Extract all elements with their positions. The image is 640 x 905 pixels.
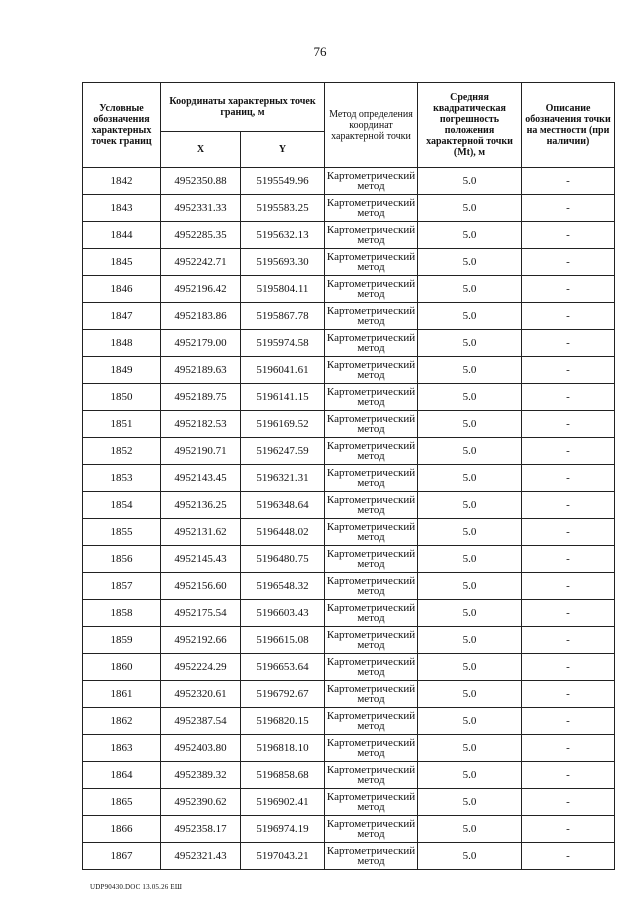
point-id-cell: 1863 [83, 735, 161, 762]
y-coordinate-cell: 5195974.58 [241, 330, 325, 357]
accuracy-cell: 5.0 [418, 384, 522, 411]
x-coordinate-cell: 4952403.80 [161, 735, 241, 762]
point-id-cell: 1849 [83, 357, 161, 384]
y-coordinate-cell: 5196653.64 [241, 654, 325, 681]
description-cell: - [522, 222, 615, 249]
point-id-cell: 1843 [83, 195, 161, 222]
table-row [83, 276, 615, 303]
description-cell: - [522, 492, 615, 519]
point-id-cell: 1862 [83, 708, 161, 735]
table-row [83, 222, 615, 249]
method-cell: Картометрический метод [325, 465, 418, 492]
x-coordinate-cell: 4952192.66 [161, 627, 241, 654]
y-coordinate-cell: 5196603.43 [241, 600, 325, 627]
description-cell: - [522, 276, 615, 303]
y-coordinate-cell: 5195632.13 [241, 222, 325, 249]
x-coordinate-cell: 4952131.62 [161, 519, 241, 546]
y-coordinate-cell: 5196169.52 [241, 411, 325, 438]
x-coordinate-cell: 4952350.88 [161, 168, 241, 195]
y-coordinate-cell: 5197043.21 [241, 843, 325, 870]
description-cell: - [522, 357, 615, 384]
accuracy-cell: 5.0 [418, 654, 522, 681]
table-row [83, 465, 615, 492]
y-coordinate-cell: 5196615.08 [241, 627, 325, 654]
y-coordinate-cell: 5196818.10 [241, 735, 325, 762]
y-coordinate-cell: 5196247.59 [241, 438, 325, 465]
accuracy-cell: 5.0 [418, 330, 522, 357]
coordinates-table [82, 82, 615, 870]
description-cell: - [522, 708, 615, 735]
accuracy-cell: 5.0 [418, 492, 522, 519]
description-cell: - [522, 600, 615, 627]
table-row [83, 303, 615, 330]
point-id-cell: 1867 [83, 843, 161, 870]
description-cell: - [522, 573, 615, 600]
description-cell: - [522, 843, 615, 870]
x-coordinate-cell: 4952143.45 [161, 465, 241, 492]
description-cell: - [522, 735, 615, 762]
method-cell: Картометрический метод [325, 654, 418, 681]
table-row [83, 654, 615, 681]
y-coordinate-cell: 5196480.75 [241, 546, 325, 573]
method-cell: Картометрический метод [325, 600, 418, 627]
page-number: 76 [313, 44, 327, 59]
point-id-cell: 1844 [83, 222, 161, 249]
accuracy-cell: 5.0 [418, 168, 522, 195]
x-coordinate-cell: 4952175.54 [161, 600, 241, 627]
y-coordinate-cell: 5196902.41 [241, 789, 325, 816]
accuracy-cell: 5.0 [418, 195, 522, 222]
header-description: Описание обозначения точки на местности (при наличии) [522, 83, 615, 168]
point-id-cell: 1848 [83, 330, 161, 357]
header-coordinates: Координаты характерных точек границ, м [161, 83, 325, 132]
accuracy-cell: 5.0 [418, 681, 522, 708]
point-id-cell: 1854 [83, 492, 161, 519]
method-cell: Картометрический метод [325, 573, 418, 600]
method-cell: Картометрический метод [325, 762, 418, 789]
x-coordinate-cell: 4952145.43 [161, 546, 241, 573]
accuracy-cell: 5.0 [418, 843, 522, 870]
point-id-cell: 1852 [83, 438, 161, 465]
point-id-cell: 1851 [83, 411, 161, 438]
description-cell: - [522, 465, 615, 492]
table-row [83, 168, 615, 195]
accuracy-cell: 5.0 [418, 303, 522, 330]
table-row [83, 735, 615, 762]
point-id-cell: 1864 [83, 762, 161, 789]
point-id-cell: 1860 [83, 654, 161, 681]
y-coordinate-cell: 5195804.11 [241, 276, 325, 303]
x-coordinate-cell: 4952358.17 [161, 816, 241, 843]
table-row [83, 708, 615, 735]
x-coordinate-cell: 4952196.42 [161, 276, 241, 303]
description-cell: - [522, 681, 615, 708]
method-cell: Картометрический метод [325, 168, 418, 195]
y-coordinate-cell: 5195867.78 [241, 303, 325, 330]
accuracy-cell: 5.0 [418, 465, 522, 492]
method-cell: Картометрический метод [325, 249, 418, 276]
method-cell: Картометрический метод [325, 330, 418, 357]
description-cell: - [522, 654, 615, 681]
x-coordinate-cell: 4952156.60 [161, 573, 241, 600]
x-coordinate-cell: 4952190.71 [161, 438, 241, 465]
description-cell: - [522, 303, 615, 330]
y-coordinate-cell: 5196820.15 [241, 708, 325, 735]
table-row [83, 546, 615, 573]
y-coordinate-cell: 5195549.96 [241, 168, 325, 195]
description-cell: - [522, 816, 615, 843]
table-header [83, 83, 615, 168]
x-coordinate-cell: 4952387.54 [161, 708, 241, 735]
method-cell: Картометрический метод [325, 789, 418, 816]
y-coordinate-cell: 5195583.25 [241, 195, 325, 222]
table-row [83, 492, 615, 519]
accuracy-cell: 5.0 [418, 573, 522, 600]
table-row [83, 384, 615, 411]
accuracy-cell: 5.0 [418, 735, 522, 762]
x-coordinate-cell: 4952189.75 [161, 384, 241, 411]
method-cell: Картометрический метод [325, 627, 418, 654]
description-cell: - [522, 411, 615, 438]
header-accuracy: Средняя квадратическая погрешность положения характерной точки (Mt), м [418, 83, 522, 168]
x-coordinate-cell: 4952389.32 [161, 762, 241, 789]
method-cell: Картометрический метод [325, 384, 418, 411]
description-cell: - [522, 519, 615, 546]
accuracy-cell: 5.0 [418, 762, 522, 789]
description-cell: - [522, 384, 615, 411]
description-cell: - [522, 546, 615, 573]
description-cell: - [522, 330, 615, 357]
point-id-cell: 1865 [83, 789, 161, 816]
accuracy-cell: 5.0 [418, 600, 522, 627]
accuracy-cell: 5.0 [418, 816, 522, 843]
y-coordinate-cell: 5196321.31 [241, 465, 325, 492]
method-cell: Картометрический метод [325, 492, 418, 519]
point-id-cell: 1842 [83, 168, 161, 195]
point-id-cell: 1861 [83, 681, 161, 708]
y-coordinate-cell: 5196141.15 [241, 384, 325, 411]
method-cell: Картометрический метод [325, 357, 418, 384]
method-cell: Картометрический метод [325, 438, 418, 465]
point-id-cell: 1857 [83, 573, 161, 600]
table-row [83, 438, 615, 465]
method-cell: Картометрический метод [325, 222, 418, 249]
y-coordinate-cell: 5196974.19 [241, 816, 325, 843]
method-cell: Картометрический метод [325, 519, 418, 546]
table-row [83, 762, 615, 789]
description-cell: - [522, 168, 615, 195]
table-row [83, 573, 615, 600]
accuracy-cell: 5.0 [418, 276, 522, 303]
header-method: Метод определения координат характерной точки [325, 83, 418, 168]
accuracy-cell: 5.0 [418, 438, 522, 465]
y-coordinate-cell: 5196348.64 [241, 492, 325, 519]
y-coordinate-cell: 5196858.68 [241, 762, 325, 789]
accuracy-cell: 5.0 [418, 519, 522, 546]
header-point-designation: Условные обозначения характерных точек границ [83, 83, 161, 168]
x-coordinate-cell: 4952179.00 [161, 330, 241, 357]
header-x: X [161, 132, 241, 168]
point-id-cell: 1859 [83, 627, 161, 654]
method-cell: Картометрический метод [325, 546, 418, 573]
description-cell: - [522, 627, 615, 654]
accuracy-cell: 5.0 [418, 357, 522, 384]
accuracy-cell: 5.0 [418, 546, 522, 573]
x-coordinate-cell: 4952390.62 [161, 789, 241, 816]
point-id-cell: 1853 [83, 465, 161, 492]
table-row [83, 519, 615, 546]
accuracy-cell: 5.0 [418, 411, 522, 438]
accuracy-cell: 5.0 [418, 627, 522, 654]
method-cell: Картометрический метод [325, 816, 418, 843]
x-coordinate-cell: 4952331.33 [161, 195, 241, 222]
method-cell: Картометрический метод [325, 681, 418, 708]
x-coordinate-cell: 4952136.25 [161, 492, 241, 519]
accuracy-cell: 5.0 [418, 708, 522, 735]
method-cell: Картометрический метод [325, 276, 418, 303]
table-row [83, 600, 615, 627]
table-body [83, 168, 615, 870]
point-id-cell: 1847 [83, 303, 161, 330]
description-cell: - [522, 195, 615, 222]
x-coordinate-cell: 4952182.53 [161, 411, 241, 438]
table-row [83, 627, 615, 654]
method-cell: Картометрический метод [325, 708, 418, 735]
table-row [83, 330, 615, 357]
point-id-cell: 1846 [83, 276, 161, 303]
point-id-cell: 1855 [83, 519, 161, 546]
accuracy-cell: 5.0 [418, 222, 522, 249]
description-cell: - [522, 249, 615, 276]
table-row [83, 843, 615, 870]
document-footer: UDP90430.DOC 13.05.26 ЕШ [90, 883, 183, 891]
y-coordinate-cell: 5196548.32 [241, 573, 325, 600]
y-coordinate-cell: 5196448.02 [241, 519, 325, 546]
point-id-cell: 1845 [83, 249, 161, 276]
table-row [83, 816, 615, 843]
x-coordinate-cell: 4952189.63 [161, 357, 241, 384]
table-row [83, 249, 615, 276]
y-coordinate-cell: 5196792.67 [241, 681, 325, 708]
table-row [83, 411, 615, 438]
table-row [83, 681, 615, 708]
method-cell: Картометрический метод [325, 843, 418, 870]
point-id-cell: 1858 [83, 600, 161, 627]
header-y: Y [241, 132, 325, 168]
y-coordinate-cell: 5195693.30 [241, 249, 325, 276]
method-cell: Картометрический метод [325, 411, 418, 438]
method-cell: Картометрический метод [325, 195, 418, 222]
description-cell: - [522, 762, 615, 789]
x-coordinate-cell: 4952320.61 [161, 681, 241, 708]
point-id-cell: 1856 [83, 546, 161, 573]
x-coordinate-cell: 4952224.29 [161, 654, 241, 681]
method-cell: Картометрический метод [325, 303, 418, 330]
point-id-cell: 1850 [83, 384, 161, 411]
accuracy-cell: 5.0 [418, 249, 522, 276]
table-row [83, 357, 615, 384]
x-coordinate-cell: 4952242.71 [161, 249, 241, 276]
x-coordinate-cell: 4952321.43 [161, 843, 241, 870]
x-coordinate-cell: 4952183.86 [161, 303, 241, 330]
table-row [83, 789, 615, 816]
x-coordinate-cell: 4952285.35 [161, 222, 241, 249]
description-cell: - [522, 438, 615, 465]
y-coordinate-cell: 5196041.61 [241, 357, 325, 384]
method-cell: Картометрический метод [325, 735, 418, 762]
description-cell: - [522, 789, 615, 816]
point-id-cell: 1866 [83, 816, 161, 843]
accuracy-cell: 5.0 [418, 789, 522, 816]
table-row [83, 195, 615, 222]
